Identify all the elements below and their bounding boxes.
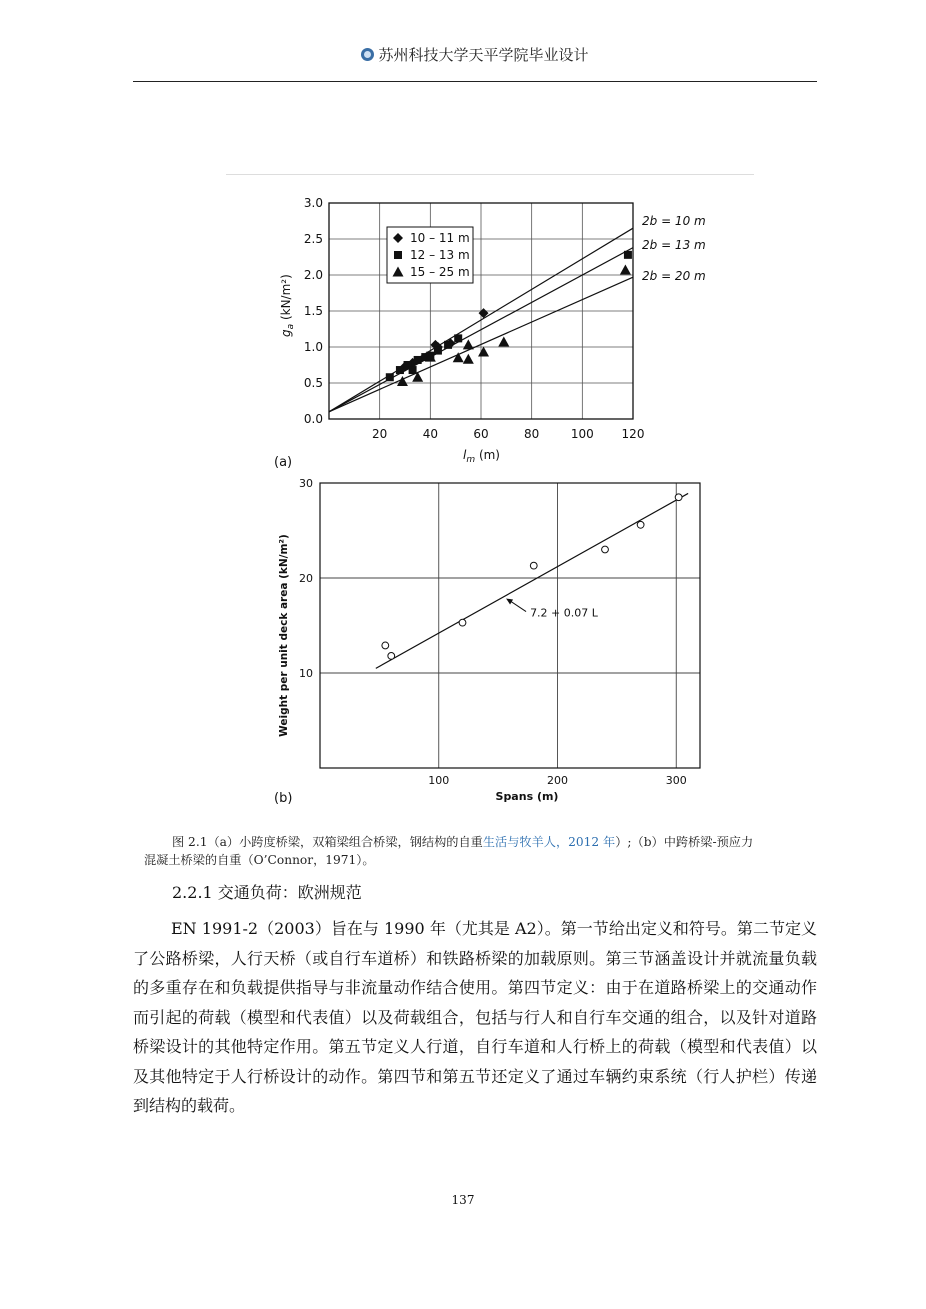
x-tick-label: 60 bbox=[473, 427, 489, 441]
y-axis-label bbox=[279, 274, 296, 337]
y-tick-label: 2.0 bbox=[303, 268, 323, 282]
x-tick-label: 20 bbox=[372, 427, 388, 441]
chart-b bbox=[260, 474, 720, 814]
y-axis-symbol: g bbox=[279, 329, 293, 337]
caption-line2: 混凝土桥梁的自重（O’Connor，1971）。 bbox=[144, 853, 375, 867]
figure-top-rule bbox=[226, 174, 754, 175]
chart-b-ticks bbox=[299, 477, 687, 787]
university-logo-icon bbox=[361, 48, 374, 61]
y-axis-subscript: a bbox=[286, 323, 296, 330]
triangle-marker bbox=[463, 354, 474, 364]
body-paragraph-block bbox=[133, 914, 817, 1121]
fit-line bbox=[376, 493, 688, 668]
header-rule bbox=[133, 81, 817, 82]
data-point bbox=[637, 521, 644, 528]
chart-b-points bbox=[382, 494, 682, 659]
figure-caption bbox=[144, 833, 824, 869]
legend-label: 12 – 13 m bbox=[410, 248, 470, 262]
fit-line-label: 2b = 10 m bbox=[642, 214, 706, 228]
x-axis-unit: (m) bbox=[475, 448, 500, 462]
legend-label: 10 – 11 m bbox=[410, 231, 470, 245]
square-marker bbox=[394, 251, 402, 259]
y-tick-label: 0.0 bbox=[303, 412, 323, 426]
chart-b-fit-line bbox=[376, 493, 688, 668]
body-paragraph: EN 1991-2（2003）旨在与 1990 年（尤其是 A2）。第一节给出定义和符号。第二节定义了公路桥梁，人行天桥（或自行车道桥）和铁路桥梁的加载原则。第三节涵盖设计并就流量负载的多重存在和负载提供指导与非流量动作结合使用。第四节定义：由于在道路桥梁上的交通动作而引起的荷载（模型和代表值）以及荷载组合，包括与行人和自行车交通的组合，以及针对道路桥梁设计的其他特定作用。第五节定义人行道，自行车道和人行桥上的荷载（模型和代表值）以及其他特定于人行桥设计的动作。第四节和第五节还定义了通过车辆约束系统（行人护栏）传递到结构的载荷。 bbox=[133, 919, 817, 1115]
triangle-marker bbox=[463, 339, 474, 349]
y-tick-label: 10 bbox=[299, 667, 313, 680]
chart-b-labels bbox=[274, 534, 558, 806]
legend-label: 15 – 25 m bbox=[410, 265, 470, 279]
fit-line-label: 2b = 20 m bbox=[642, 269, 706, 283]
y-axis-label: Weight per unit deck area (kN/m²) bbox=[278, 534, 290, 737]
x-axis-symbol: l bbox=[463, 448, 467, 462]
triangle-marker bbox=[453, 352, 464, 362]
chart-a bbox=[260, 190, 720, 480]
square-marker bbox=[454, 334, 462, 342]
arrowhead-icon bbox=[506, 599, 513, 605]
triangle-marker bbox=[478, 347, 489, 357]
data-point bbox=[602, 546, 609, 553]
y-tick-label: 1.0 bbox=[303, 340, 323, 354]
square-marker bbox=[624, 251, 632, 259]
header-title: 苏州科技大学天平学院毕业设计 bbox=[378, 46, 589, 64]
x-tick-label: 200 bbox=[547, 774, 568, 787]
y-tick-label: 0.5 bbox=[303, 376, 323, 390]
square-marker bbox=[396, 366, 404, 374]
triangle-marker bbox=[620, 264, 631, 274]
y-tick-label: 2.5 bbox=[303, 232, 323, 246]
x-tick-label: 40 bbox=[422, 427, 438, 441]
x-tick-label: 100 bbox=[428, 774, 450, 787]
square-marker bbox=[444, 341, 452, 349]
x-tick-label: 100 bbox=[570, 427, 594, 441]
square-marker bbox=[434, 347, 442, 355]
y-tick-label: 20 bbox=[299, 572, 313, 585]
triangle-marker bbox=[498, 336, 509, 346]
x-tick-label: 300 bbox=[665, 774, 687, 787]
y-tick-label: 3.0 bbox=[303, 196, 323, 210]
panel-label: (a) bbox=[274, 455, 293, 470]
x-axis-label bbox=[463, 448, 500, 465]
square-marker bbox=[414, 356, 422, 364]
x-axis-subscript: m bbox=[466, 455, 476, 465]
page-number: 137 bbox=[451, 1193, 475, 1207]
y-tick-label: 1.5 bbox=[303, 304, 323, 318]
caption-line1-a: 图 2.1（a）小跨度桥梁，双箱梁组合桥梁，钢结构的自重 bbox=[172, 835, 483, 849]
x-axis-label: Spans (m) bbox=[495, 790, 559, 803]
square-marker bbox=[409, 366, 417, 374]
data-point bbox=[388, 653, 395, 660]
data-point bbox=[530, 562, 537, 569]
panel-label: (b) bbox=[274, 791, 293, 806]
section-subheading: 2.2.1 交通负荷：欧洲规范 bbox=[172, 883, 362, 902]
caption-citation-link[interactable]: 生活与牧羊人，2012 年 bbox=[482, 835, 616, 849]
fit-line-label: 7.2 + 0.07 L bbox=[530, 606, 598, 620]
caption-line1-b: ）;（b）中跨桥梁-预应力 bbox=[615, 835, 754, 849]
x-tick-label: 80 bbox=[524, 427, 540, 441]
x-tick-label: 120 bbox=[621, 427, 645, 441]
fit-line-label: 2b = 13 m bbox=[642, 238, 706, 252]
chart-a-legend bbox=[387, 227, 473, 283]
y-tick-label: 30 bbox=[299, 477, 313, 490]
y-axis-unit: (kN/m²) bbox=[279, 274, 293, 324]
page-header bbox=[133, 44, 817, 82]
data-point bbox=[675, 494, 682, 501]
chart-a-fit-lines bbox=[329, 214, 706, 412]
chart-a-ticks bbox=[304, 196, 645, 441]
square-marker bbox=[386, 373, 394, 381]
data-point bbox=[459, 619, 466, 626]
data-point bbox=[382, 642, 389, 649]
